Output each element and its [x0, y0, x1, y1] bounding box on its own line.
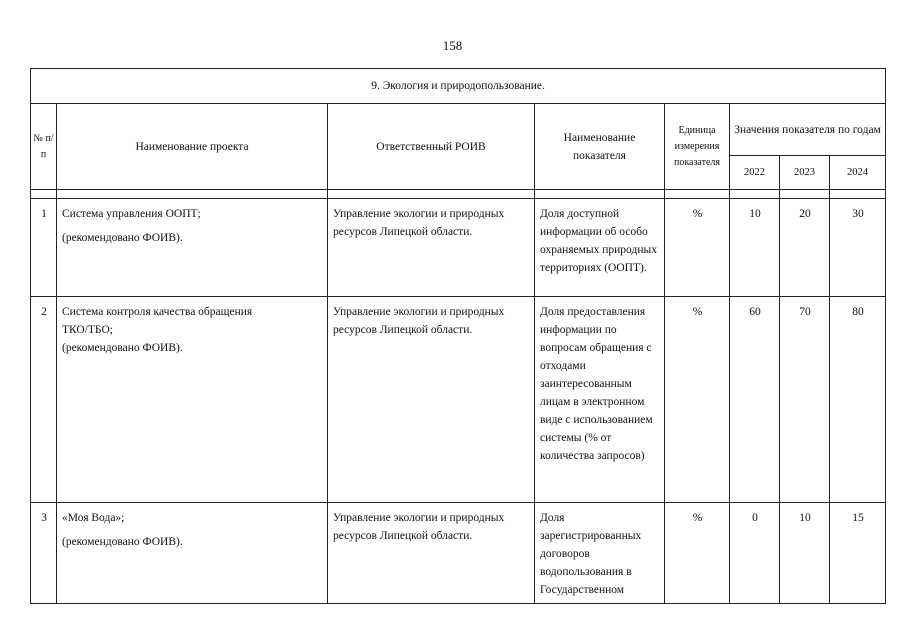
project-line: Система контроля качества обращения: [62, 306, 253, 318]
spacer-row: [31, 190, 886, 199]
project-name: [57, 199, 328, 297]
value-2024: 15: [830, 503, 886, 604]
row-number: 2: [31, 297, 57, 503]
value-2022: 0: [730, 503, 780, 604]
unit: %: [665, 297, 730, 503]
value-2022: 60: [730, 297, 780, 503]
value-2023: 10: [780, 503, 830, 604]
responsible-roiv: Управление экологии и природных ресурсов Липецкой области.: [328, 199, 535, 297]
table-row: [31, 199, 886, 297]
row-number: 3: [31, 503, 57, 604]
value-2023: 70: [780, 297, 830, 503]
header-num: № п/п: [31, 104, 57, 190]
table-row: [31, 297, 886, 503]
header-roiv: Ответственный РОИВ: [328, 104, 535, 190]
value-2024: 80: [830, 297, 886, 503]
header-row: [31, 104, 886, 156]
project-line: Система управления ООПТ;: [62, 208, 201, 220]
indicator-name: Доля доступной информации об особо охраняемых природных территориях (ООПТ).: [535, 199, 665, 297]
header-indicator: Наименование показателя: [535, 104, 665, 190]
page-number: 158: [442, 38, 463, 53]
responsible-roiv: Управление экологии и природных ресурсов Липецкой области.: [328, 297, 535, 503]
value-2024: 30: [830, 199, 886, 297]
project-line: ТКО/ТБО;: [62, 324, 113, 336]
header-values: Значения показателя по годам: [730, 104, 886, 156]
header-unit: Единица измерения показателя: [665, 104, 730, 190]
project-note: (рекомендовано ФОИВ).: [62, 232, 183, 244]
value-2023: 20: [780, 199, 830, 297]
table-row: [31, 503, 886, 604]
header-year-2024: 2024: [830, 156, 886, 190]
unit: %: [665, 199, 730, 297]
project-line: «Моя Вода»;: [62, 512, 125, 524]
row-number: 1: [31, 199, 57, 297]
header-year-2023: 2023: [780, 156, 830, 190]
project-note: (рекомендовано ФОИВ).: [62, 342, 183, 354]
unit: %: [665, 503, 730, 604]
section-title: 9. Экология и природопользование.: [31, 69, 886, 104]
header-project: Наименование проекта: [57, 104, 328, 190]
header-year-2022: 2022: [730, 156, 780, 190]
indicator-name: Доля предоставления информации по вопросам обращения с отходами заинтересованным лицам в электронном виде с использованием системы (% от количества запросов): [535, 297, 665, 503]
value-2022: 10: [730, 199, 780, 297]
indicator-name: Доля зарегистрированных договоров водопользования в Государственном: [535, 503, 665, 604]
project-name: [57, 503, 328, 604]
section-row: [31, 69, 886, 104]
project-name: [57, 297, 328, 503]
responsible-roiv: Управление экологии и природных ресурсов Липецкой области.: [328, 503, 535, 604]
indicators-table: [30, 68, 886, 604]
project-note: (рекомендовано ФОИВ).: [62, 536, 183, 548]
